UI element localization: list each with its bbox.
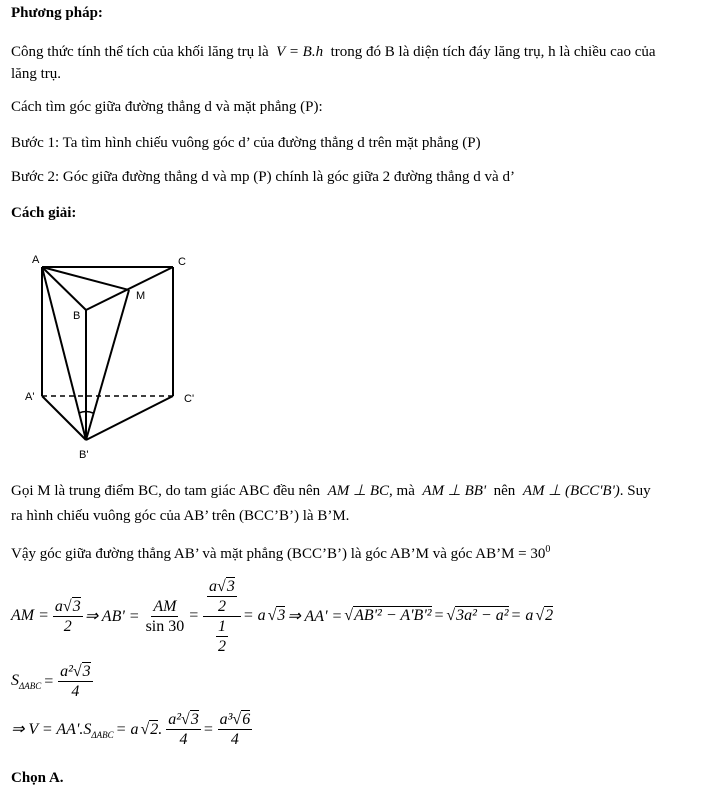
m: 3a² − a² (456, 607, 509, 624)
m: = a (242, 607, 266, 624)
m: = a (115, 720, 139, 738)
m: 3 (277, 607, 286, 624)
text: trong đó B là diện tích đáy lăng trụ, h là chiều cao của (330, 44, 656, 60)
text: nên (493, 483, 516, 499)
method-heading: Phương pháp: (11, 5, 103, 21)
m: 2 (63, 617, 72, 635)
m: 3 (226, 577, 235, 595)
label-A-prime: A' (25, 391, 35, 403)
method-line3: Cách tìm góc giữa đường thẳng d và mặt phẳng (P): (11, 99, 323, 115)
math: AM ⊥ BC (327, 483, 390, 499)
m: 4 (179, 731, 188, 748)
m: a³ (219, 711, 233, 728)
method-step1: Bước 1: Ta tìm hình chiếu vuông góc d’ của đường thẳng d trên mặt phẳng (P) (11, 135, 481, 151)
method-line2: lăng trụ. (11, 66, 61, 82)
label-B-prime: B' (79, 449, 89, 461)
fraction (144, 597, 187, 636)
m: = (188, 607, 200, 624)
answer: Chọn A. (11, 770, 64, 786)
text: Vậy góc giữa đường thẳng AB’ và mặt phẳng (BCC’B’) là góc AB’M và góc AB’M = 30 (11, 546, 546, 562)
compound-fraction: $\frac{\frac{a√3}{2}}{\frac{1}{2}}$ (203, 577, 241, 656)
m: S (11, 671, 19, 689)
m: = (202, 720, 214, 738)
m: 3 (82, 663, 91, 680)
m: 2 (217, 637, 226, 655)
prism-diagram (0, 240, 230, 470)
label-A: A (32, 254, 40, 266)
m: ⇒ AB' = (84, 608, 140, 625)
equation-area (11, 662, 95, 701)
m: = (43, 672, 55, 690)
fraction: $\frac{a√3}{2}$ (54, 597, 81, 635)
volume-formula: V = B.h (276, 44, 324, 60)
method-line1 (11, 43, 656, 61)
m: 6 (242, 711, 251, 728)
m: 2 (150, 720, 159, 738)
m: AB'² − A'B'² (354, 607, 432, 624)
m: 4 (230, 731, 239, 748)
m: ΔABC (19, 681, 42, 692)
m: AM (153, 597, 177, 615)
label-M: M (136, 290, 146, 302)
m: a (209, 577, 218, 595)
text: . Suy (619, 483, 651, 499)
label-C: C (178, 256, 186, 268)
m: = a (510, 607, 534, 624)
method-step2: Bước 2: Góc giữa đường thẳng d và mp (P) chính là góc giữa 2 đường thẳng d và d’ (11, 169, 515, 185)
m: 4 (71, 683, 80, 700)
equation-volume: ⇒ $V = AA'.S_{\Delta ABC}$ = a √2. $\frac{\text{a²√3}}{4}$ = $\frac{\text{a³√6}}{4}$ (11, 711, 251, 748)
label-B: B (73, 310, 81, 322)
text: , mà (389, 483, 415, 499)
m: ⇒ AA' = (287, 608, 343, 625)
equation-am: AM = $\frac{a√3}{2}$ ⇒ AB' = $\frac{AM}{\sin 30}$ = $\frac{\frac{a√3}{2}}{\frac{1}{2}}$ = a √3 ⇒ AA' = √AB'² − A'B'² = √3a² − a² = a √2 (11, 577, 554, 655)
m: = (433, 607, 445, 624)
fraction: $\frac{\text{a²√3}}{4}$ (168, 711, 199, 748)
degree: 0 (545, 544, 551, 555)
solution-paragraph-2: ra hình chiếu vuông góc của AB’ trên (BCC’B’) là B’M. (11, 508, 350, 524)
fraction: $\frac{\text{a³√6}}{4}$ (219, 711, 251, 748)
solution-paragraph-1 (11, 482, 651, 500)
math: AM ⊥ BB' (422, 483, 487, 499)
m: AM = (11, 607, 49, 624)
m: a² (168, 711, 182, 728)
label-C-prime: C' (184, 393, 195, 405)
m: a (54, 597, 63, 615)
fraction: $\frac{\text{a²√3}}{4}$ (60, 663, 91, 700)
m: 1 (217, 617, 226, 635)
solution-heading: Cách giải: (11, 205, 77, 221)
m: 3 (190, 711, 199, 728)
m: . (158, 720, 163, 738)
text: Công thức tính thể tích của khối lăng trụ là (11, 44, 269, 60)
m: 3 (72, 597, 81, 615)
m: 2 (217, 597, 226, 615)
solution-paragraph-3 (11, 541, 550, 563)
text: Gọi M là trung điểm BC, do tam giác ABC đều nên (11, 483, 321, 499)
m: 2 (545, 607, 554, 624)
m: ⇒ V = AA'.S (11, 720, 92, 738)
m: ΔABC (91, 730, 114, 741)
m: a² (60, 663, 73, 680)
math: AM ⊥ (BCC'B') (522, 483, 620, 499)
m: sin 30 (145, 617, 185, 635)
